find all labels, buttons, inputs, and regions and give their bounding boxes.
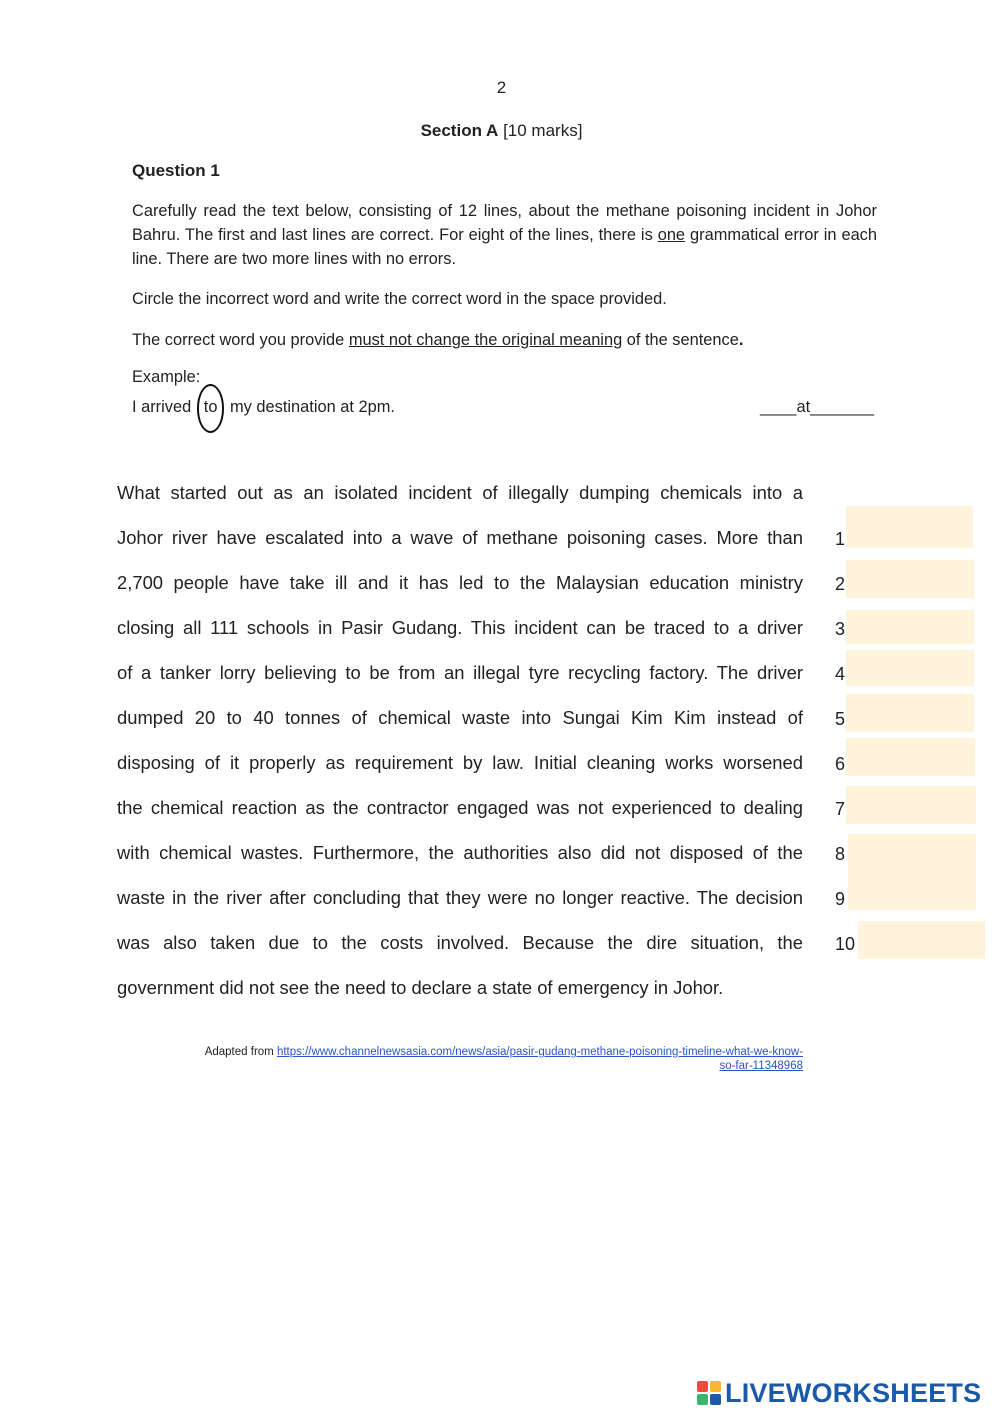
source-link-line-2[interactable]: so-far-11348968 (719, 1060, 803, 1072)
instruction-text: Carefully read the text below, consisting of 12 lines, about the methane poisoning incident in Johor Bahru. The first and last lines are correct. For eight of the lines, there is (132, 202, 877, 244)
example-text: my destination at 2pm. (230, 398, 395, 416)
instruction-paragraph-2: Circle the incorrect word and write the correct word in the space provided. (132, 290, 667, 308)
instruction-underlined: one (657, 226, 686, 244)
logo-text: LIVEWORKSHEETS (725, 1377, 982, 1408)
instruction-period: . (738, 331, 744, 349)
passage-line-1: What started out as an isolated incident of illegally dumping chemicals into a (117, 482, 803, 503)
answer-input-6[interactable] (846, 738, 975, 776)
passage-line-4: closing all 111 schools in Pasir Gudang. This incident can be traced to a driver (117, 617, 803, 638)
answer-input-3[interactable] (846, 610, 974, 644)
answer-input-1[interactable] (846, 506, 973, 548)
answer-number-2: 2 (835, 574, 846, 594)
logo-icon (697, 1381, 721, 1405)
instruction-text: The correct word you provide (132, 331, 349, 349)
answer-number-5: 5 (835, 709, 846, 729)
question-title: Question 1 (132, 161, 220, 180)
answer-input-2[interactable] (846, 560, 974, 598)
passage-line-10: waste in the river after concluding that they were no longer reactive. The decision (117, 887, 803, 908)
answer-input-8[interactable] (848, 834, 976, 872)
passage-line-11: was also taken due to the costs involved. Because the dire situation, the (117, 932, 803, 953)
answer-input-7[interactable] (846, 786, 976, 824)
answer-number-10: 10 (835, 934, 856, 954)
answer-number-6: 6 (835, 754, 846, 774)
answer-number-8: 8 (835, 844, 846, 864)
example-label: Example: (132, 368, 201, 386)
answer-input-4[interactable] (846, 650, 974, 686)
passage-line-8: the chemical reaction as the contractor engaged was not experienced to dealing (117, 797, 803, 818)
section-label: Section A (420, 121, 499, 140)
answer-number-3: 3 (835, 619, 846, 639)
instruction-underlined: must not change the original meaning (348, 331, 623, 349)
answer-number-1: 1 (835, 529, 846, 549)
example-text: I arrived (132, 398, 192, 416)
answer-number-7: 7 (835, 799, 846, 819)
passage-line-7: disposing of it properly as requirement by law. Initial cleaning works worsened (117, 752, 803, 773)
answer-number-4: 4 (835, 664, 846, 684)
passage-line-12: government did not see the need to declare a state of emergency in Johor. (117, 977, 724, 998)
passage-line-5: of a tanker lorry believing to be from an illegal tyre recycling factory. The driver (117, 662, 803, 683)
instruction-text: grammatical error in each line. There are two more lines with no errors. (132, 226, 877, 268)
instruction-paragraph-3 (132, 328, 877, 352)
section-title (0, 121, 1000, 141)
source-citation (117, 1045, 803, 1073)
liveworksheets-logo[interactable] (697, 1378, 981, 1408)
answer-input-10[interactable] (858, 921, 985, 959)
passage-line-9: with chemical wastes. Furthermore, the authorities also did not disposed of the (117, 842, 803, 863)
passage-line-6: dumped 20 to 40 tonnes of chemical waste into Sungai Kim Kim instead of (117, 707, 803, 728)
source-link-line-1[interactable]: https://www.channelnewsasia.com/news/asia/pasir-gudang-methane-poisoning-timeline-what-we-know- (276, 1046, 803, 1058)
page-number: 2 (496, 78, 507, 97)
answer-input-9[interactable] (848, 872, 976, 910)
example-sentence (132, 398, 395, 417)
section-marks: [10 marks] (503, 121, 583, 140)
answer-number-9: 9 (835, 889, 846, 909)
source-label: Adapted from (204, 1046, 277, 1058)
answer-input-5[interactable] (846, 694, 974, 732)
example-answer: ____at_______ (760, 398, 874, 416)
instruction-paragraph-1 (132, 199, 877, 271)
example-circled-word: to (198, 398, 224, 417)
passage-line-3: 2,700 people have take ill and it has led to the Malaysian education ministry (117, 572, 803, 593)
instruction-text: of the sentence (622, 331, 739, 349)
passage-line-2: Johor river have escalated into a wave of methane poisoning cases. More than (117, 527, 803, 548)
